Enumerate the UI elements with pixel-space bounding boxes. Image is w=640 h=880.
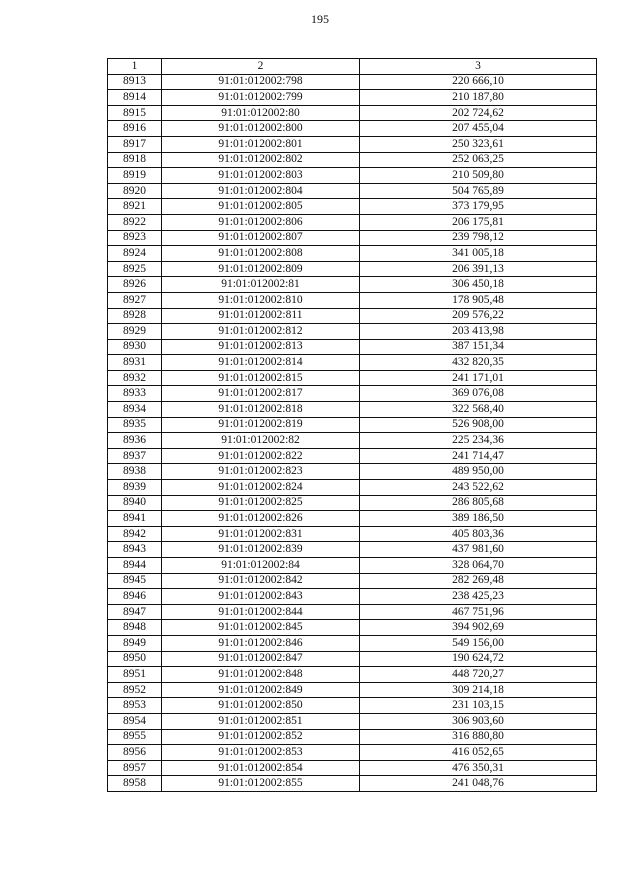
column-header-2: 2 [162, 59, 360, 75]
value-cell: 306 450,18 [360, 277, 597, 293]
value-cell: 206 175,81 [360, 214, 597, 230]
row-number-cell: 8954 [108, 713, 162, 729]
table-row [108, 667, 597, 683]
row-number-cell: 8945 [108, 573, 162, 589]
row-number-cell: 8942 [108, 526, 162, 542]
value-cell: 210 187,80 [360, 90, 597, 106]
cadastral-number-cell: 91:01:012002:851 [162, 713, 360, 729]
cadastral-number-cell: 91:01:012002:807 [162, 230, 360, 246]
table-row [108, 464, 597, 480]
row-number-cell: 8940 [108, 495, 162, 511]
value-cell: 504 765,89 [360, 183, 597, 199]
value-cell: 322 568,40 [360, 402, 597, 418]
column-header-1: 1 [108, 59, 162, 75]
table-row [108, 511, 597, 527]
value-cell: 432 820,35 [360, 355, 597, 371]
table-row [108, 308, 597, 324]
value-cell: 526 908,00 [360, 417, 597, 433]
table-row [108, 136, 597, 152]
table-row [108, 448, 597, 464]
row-number-cell: 8933 [108, 386, 162, 402]
row-number-cell: 8924 [108, 246, 162, 262]
row-number-cell: 8931 [108, 355, 162, 371]
row-number-cell: 8936 [108, 433, 162, 449]
row-number-cell: 8932 [108, 370, 162, 386]
value-cell: 241 048,76 [360, 776, 597, 792]
value-cell: 250 323,61 [360, 136, 597, 152]
row-number-cell: 8926 [108, 277, 162, 293]
row-number-cell: 8922 [108, 214, 162, 230]
value-cell: 210 509,80 [360, 168, 597, 184]
row-number-cell: 8919 [108, 168, 162, 184]
value-cell: 328 064,70 [360, 558, 597, 574]
cadastral-number-cell: 91:01:012002:819 [162, 417, 360, 433]
cadastral-number-cell: 91:01:012002:801 [162, 136, 360, 152]
value-cell: 387 151,34 [360, 339, 597, 355]
table-header [108, 59, 597, 75]
row-number-cell: 8923 [108, 230, 162, 246]
value-cell: 202 724,62 [360, 105, 597, 121]
value-cell: 437 981,60 [360, 542, 597, 558]
cadastral-number-cell: 91:01:012002:80 [162, 105, 360, 121]
value-cell: 243 522,62 [360, 480, 597, 496]
table-row [108, 402, 597, 418]
table-row [108, 152, 597, 168]
table-row [108, 495, 597, 511]
row-number-cell: 8913 [108, 74, 162, 90]
cadastral-number-cell: 91:01:012002:824 [162, 480, 360, 496]
table-row [108, 121, 597, 137]
row-number-cell: 8930 [108, 339, 162, 355]
row-number-cell: 8955 [108, 729, 162, 745]
row-number-cell: 8941 [108, 511, 162, 527]
cadastral-number-cell: 91:01:012002:798 [162, 74, 360, 90]
cadastral-number-cell: 91:01:012002:839 [162, 542, 360, 558]
cadastral-number-cell: 91:01:012002:800 [162, 121, 360, 137]
value-cell: 489 950,00 [360, 464, 597, 480]
value-cell: 203 413,98 [360, 324, 597, 340]
row-number-cell: 8944 [108, 558, 162, 574]
value-cell: 389 186,50 [360, 511, 597, 527]
row-number-cell: 8957 [108, 760, 162, 776]
cadastral-number-cell: 91:01:012002:814 [162, 355, 360, 371]
cadastral-number-cell: 91:01:012002:81 [162, 277, 360, 293]
cadastral-number-cell: 91:01:012002:813 [162, 339, 360, 355]
value-cell: 231 103,15 [360, 698, 597, 714]
table-row [108, 589, 597, 605]
row-number-cell: 8934 [108, 402, 162, 418]
table-row [108, 324, 597, 340]
table-body [108, 74, 597, 791]
table-row [108, 745, 597, 761]
row-number-cell: 8925 [108, 261, 162, 277]
row-number-cell: 8928 [108, 308, 162, 324]
cadastral-number-cell: 91:01:012002:848 [162, 667, 360, 683]
cadastral-number-cell: 91:01:012002:805 [162, 199, 360, 215]
table-row [108, 183, 597, 199]
table-row [108, 417, 597, 433]
value-cell: 225 234,36 [360, 433, 597, 449]
value-cell: 241 171,01 [360, 370, 597, 386]
value-cell: 190 624,72 [360, 651, 597, 667]
cadastral-number-cell: 91:01:012002:818 [162, 402, 360, 418]
table-row [108, 558, 597, 574]
cadastral-number-cell: 91:01:012002:799 [162, 90, 360, 106]
cadastral-number-cell: 91:01:012002:825 [162, 495, 360, 511]
row-number-cell: 8927 [108, 292, 162, 308]
row-number-cell: 8915 [108, 105, 162, 121]
row-number-cell: 8946 [108, 589, 162, 605]
cadastral-number-cell: 91:01:012002:845 [162, 620, 360, 636]
cadastral-number-cell: 91:01:012002:850 [162, 698, 360, 714]
row-number-cell: 8958 [108, 776, 162, 792]
cadastral-number-cell: 91:01:012002:846 [162, 635, 360, 651]
value-cell: 549 156,00 [360, 635, 597, 651]
value-cell: 373 179,95 [360, 199, 597, 215]
cadastral-number-cell: 91:01:012002:802 [162, 152, 360, 168]
row-number-cell: 8929 [108, 324, 162, 340]
page-number: 195 [311, 12, 329, 26]
value-cell: 316 880,80 [360, 729, 597, 745]
row-number-cell: 8938 [108, 464, 162, 480]
value-cell: 239 798,12 [360, 230, 597, 246]
cadastral-table [107, 58, 597, 792]
table-row [108, 729, 597, 745]
row-number-cell: 8921 [108, 199, 162, 215]
cadastral-number-cell: 91:01:012002:823 [162, 464, 360, 480]
table-row [108, 480, 597, 496]
row-number-cell: 8950 [108, 651, 162, 667]
value-cell: 282 269,48 [360, 573, 597, 589]
cadastral-number-cell: 91:01:012002:843 [162, 589, 360, 605]
cadastral-number-cell: 91:01:012002:809 [162, 261, 360, 277]
row-number-cell: 8916 [108, 121, 162, 137]
cadastral-number-cell: 91:01:012002:811 [162, 308, 360, 324]
row-number-cell: 8951 [108, 667, 162, 683]
cadastral-number-cell: 91:01:012002:815 [162, 370, 360, 386]
row-number-cell: 8948 [108, 620, 162, 636]
row-number-cell: 8937 [108, 448, 162, 464]
cadastral-number-cell: 91:01:012002:853 [162, 745, 360, 761]
table-row [108, 90, 597, 106]
header-row [108, 59, 597, 75]
value-cell: 394 902,69 [360, 620, 597, 636]
value-cell: 448 720,27 [360, 667, 597, 683]
table-row [108, 246, 597, 262]
table-row [108, 526, 597, 542]
value-cell: 207 455,04 [360, 121, 597, 137]
row-number-cell: 8914 [108, 90, 162, 106]
table-row [108, 573, 597, 589]
cadastral-number-cell: 91:01:012002:842 [162, 573, 360, 589]
row-number-cell: 8952 [108, 682, 162, 698]
cadastral-number-cell: 91:01:012002:82 [162, 433, 360, 449]
table-row [108, 292, 597, 308]
row-number-cell: 8943 [108, 542, 162, 558]
cadastral-number-cell: 91:01:012002:854 [162, 760, 360, 776]
value-cell: 286 805,68 [360, 495, 597, 511]
cadastral-number-cell: 91:01:012002:852 [162, 729, 360, 745]
value-cell: 476 350,31 [360, 760, 597, 776]
table-row [108, 261, 597, 277]
table-row [108, 277, 597, 293]
table-row [108, 542, 597, 558]
cadastral-number-cell: 91:01:012002:847 [162, 651, 360, 667]
table-row [108, 713, 597, 729]
value-cell: 341 005,18 [360, 246, 597, 262]
table-row [108, 339, 597, 355]
cadastral-number-cell: 91:01:012002:849 [162, 682, 360, 698]
table-row [108, 651, 597, 667]
row-number-cell: 8917 [108, 136, 162, 152]
table-row [108, 386, 597, 402]
table-row [108, 105, 597, 121]
value-cell: 306 903,60 [360, 713, 597, 729]
table-row [108, 355, 597, 371]
column-header-3: 3 [360, 59, 597, 75]
row-number-cell: 8947 [108, 604, 162, 620]
value-cell: 252 063,25 [360, 152, 597, 168]
table-row [108, 433, 597, 449]
table-row [108, 214, 597, 230]
cadastral-number-cell: 91:01:012002:822 [162, 448, 360, 464]
value-cell: 206 391,13 [360, 261, 597, 277]
value-cell: 238 425,23 [360, 589, 597, 605]
value-cell: 416 052,65 [360, 745, 597, 761]
cadastral-number-cell: 91:01:012002:84 [162, 558, 360, 574]
table-row [108, 199, 597, 215]
value-cell: 178 905,48 [360, 292, 597, 308]
value-cell: 209 576,22 [360, 308, 597, 324]
cadastral-number-cell: 91:01:012002:831 [162, 526, 360, 542]
row-number-cell: 8953 [108, 698, 162, 714]
table-row [108, 168, 597, 184]
value-cell: 220 666,10 [360, 74, 597, 90]
cadastral-number-cell: 91:01:012002:808 [162, 246, 360, 262]
row-number-cell: 8949 [108, 635, 162, 651]
row-number-cell: 8918 [108, 152, 162, 168]
row-number-cell: 8935 [108, 417, 162, 433]
cadastral-number-cell: 91:01:012002:826 [162, 511, 360, 527]
table-row [108, 604, 597, 620]
table-row [108, 635, 597, 651]
table-row [108, 698, 597, 714]
table-row [108, 620, 597, 636]
value-cell: 241 714,47 [360, 448, 597, 464]
value-cell: 309 214,18 [360, 682, 597, 698]
cadastral-number-cell: 91:01:012002:806 [162, 214, 360, 230]
table-row [108, 760, 597, 776]
table-row [108, 230, 597, 246]
value-cell: 467 751,96 [360, 604, 597, 620]
row-number-cell: 8939 [108, 480, 162, 496]
cadastral-number-cell: 91:01:012002:810 [162, 292, 360, 308]
table-row [108, 74, 597, 90]
cadastral-number-cell: 91:01:012002:803 [162, 168, 360, 184]
cadastral-number-cell: 91:01:012002:817 [162, 386, 360, 402]
table-row [108, 682, 597, 698]
row-number-cell: 8956 [108, 745, 162, 761]
value-cell: 369 076,08 [360, 386, 597, 402]
table-row [108, 776, 597, 792]
cadastral-number-cell: 91:01:012002:844 [162, 604, 360, 620]
table-row [108, 370, 597, 386]
row-number-cell: 8920 [108, 183, 162, 199]
cadastral-number-cell: 91:01:012002:812 [162, 324, 360, 340]
cadastral-number-cell: 91:01:012002:855 [162, 776, 360, 792]
value-cell: 405 803,36 [360, 526, 597, 542]
cadastral-number-cell: 91:01:012002:804 [162, 183, 360, 199]
